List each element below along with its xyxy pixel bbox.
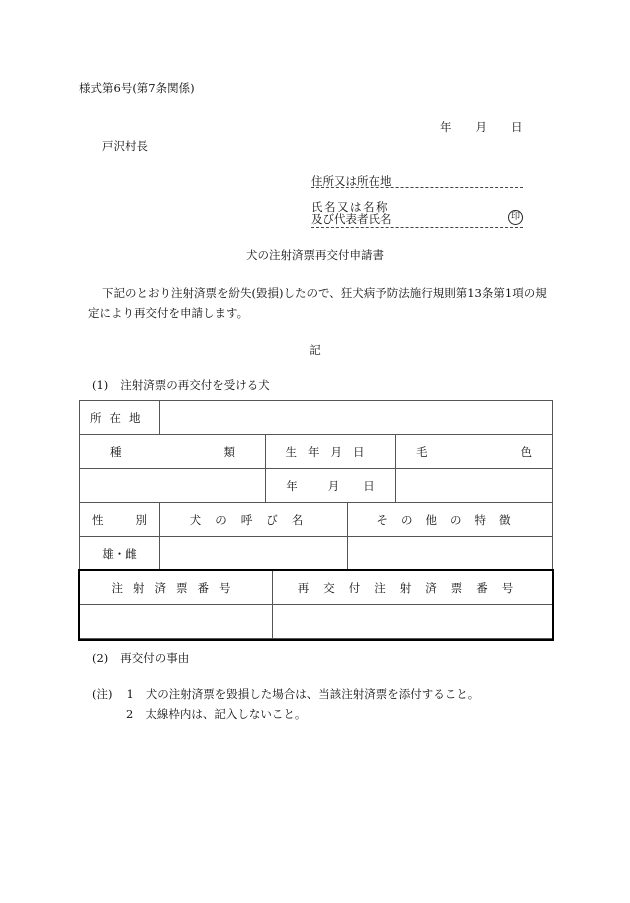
applicant-address-field[interactable] (311, 173, 523, 188)
section-2-title: 再交付の事由 (120, 651, 190, 665)
birth-year-label: 年 (286, 478, 298, 493)
reissue-number-label-cell (273, 571, 553, 605)
applicant-address-label: 住所又は所在地 (311, 174, 392, 188)
location-input[interactable] (160, 401, 553, 435)
tag-number-table (79, 570, 553, 639)
birthdate-label-cell (266, 435, 396, 469)
tag-number-input[interactable] (80, 605, 273, 639)
date-day-label: 日 (511, 120, 523, 134)
dog-name-label-cell (160, 503, 348, 537)
reissue-number-label: 再交付注射済票番号 (297, 580, 528, 595)
date-year-label: 年 (440, 120, 452, 134)
birth-day-label: 日 (363, 478, 375, 493)
note-1-text: 犬の注射済票を毀損した場合は、当該注射済票を添付すること。 (145, 687, 480, 701)
sex-value: 雄・雌 (102, 546, 137, 561)
addressee: 戸沢村長 (102, 139, 148, 153)
note-2-number: 2 (126, 707, 134, 721)
tag-number-label-cell (80, 571, 273, 605)
note-2 (126, 706, 306, 722)
sex-value-cell[interactable] (80, 537, 160, 571)
reissue-number-input[interactable] (273, 605, 553, 639)
section-2-number: (2) (92, 651, 109, 665)
section-2-heading (92, 650, 189, 666)
section-1-title: 注射済票の再交付を受ける犬 (120, 378, 270, 392)
location-label-cell (80, 401, 160, 435)
dog-name-input[interactable] (160, 537, 348, 571)
dog-info-table (79, 400, 553, 571)
request-statement: 下記のとおり注射済票を紛失(毀損)したので、狂犬病予防法施行規則第13条第1項の規定により再交付を申請します。 (88, 286, 547, 320)
section-1-heading (92, 377, 270, 393)
birthdate-label: 生年月日 (285, 444, 376, 459)
features-label: その他の特徴 (376, 512, 524, 527)
tag-number-label: 注射済票番号 (111, 580, 241, 595)
note-prefix: (注) (92, 687, 113, 701)
dog-name-label: 犬の呼び名 (189, 512, 318, 527)
color-label: 毛 色 (416, 444, 532, 459)
applicant-name-label-line2: 及び代表者氏名 (311, 212, 392, 226)
note-1 (92, 686, 479, 702)
location-label: 所在地 (90, 410, 149, 425)
note-1-number: 1 (126, 687, 134, 701)
birth-month-label: 月 (327, 478, 340, 493)
breed-input[interactable] (80, 469, 266, 503)
sex-label-cell (80, 503, 160, 537)
color-label-cell (396, 435, 553, 469)
seal-mark: 印 (508, 210, 523, 225)
features-label-cell (348, 503, 553, 537)
breed-label: 種 類 (110, 444, 235, 459)
applicant-name-field[interactable] (311, 199, 523, 228)
breed-label-cell (80, 435, 266, 469)
document-title: 犬の注射済票再交付申請書 (246, 248, 384, 262)
section-1-number: (1) (92, 378, 109, 392)
color-input[interactable] (396, 469, 553, 503)
birthdate-input[interactable] (266, 469, 396, 503)
ki-heading: 記 (309, 343, 321, 357)
form-number: 様式第6号(第7条関係) (79, 81, 195, 95)
date-month-label: 月 (475, 120, 487, 134)
application-date (440, 119, 523, 135)
note-2-text: 太線枠内は、記入しないこと。 (145, 707, 307, 721)
applicant-name-label-line1: 氏名又は名称 (311, 200, 389, 214)
features-input[interactable] (348, 537, 553, 571)
sex-label: 性 別 (92, 512, 147, 527)
